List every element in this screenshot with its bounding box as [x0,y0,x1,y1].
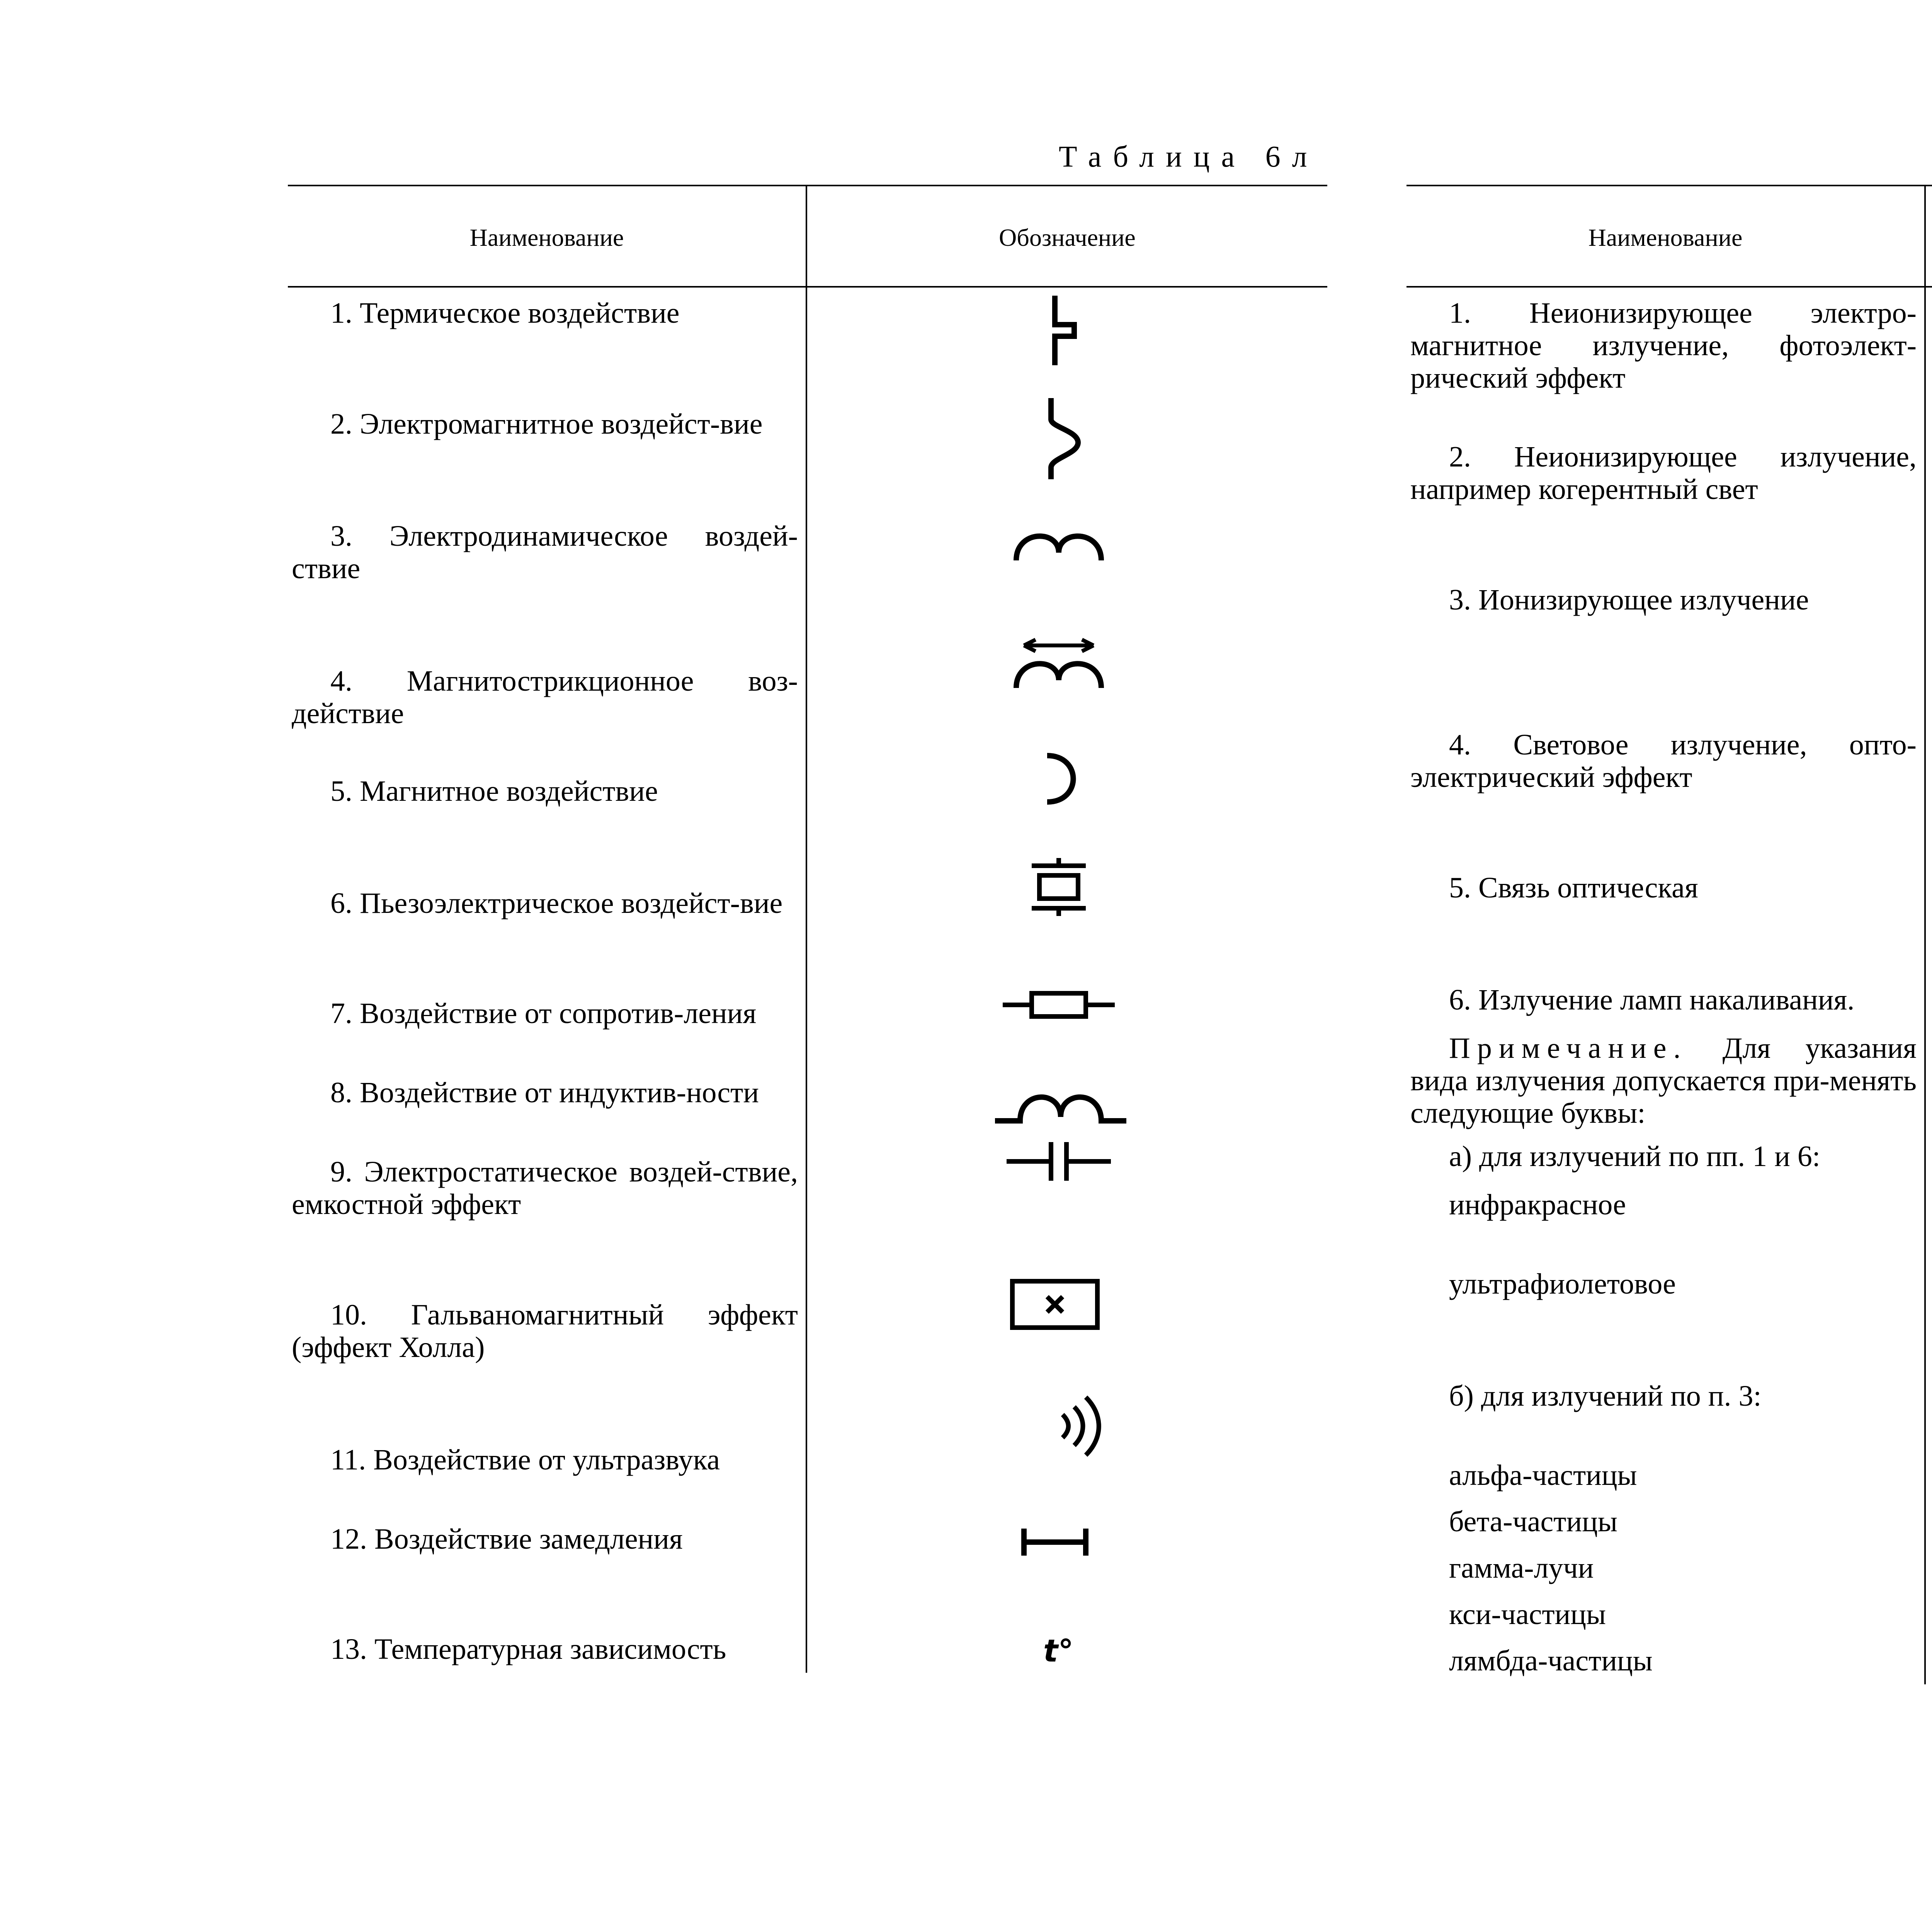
sub-a-heading: а) для излучений по пп. 1 и 6: [1449,1140,1820,1173]
note-heading: Примечание. [1449,1032,1688,1064]
hall-effect-icon [1009,1277,1101,1331]
right-header-symbol [1926,223,1932,252]
sub-b-heading: б) для излучений по п. 3: [1449,1380,1762,1412]
left-row-8-label: 8. Воздействие от индуктив-ности [330,1076,759,1109]
left-row-1-label: 1. Термическое воздействие [330,297,680,329]
right-row-6-label: 6. Излучение ламп накаливания. [1449,984,1855,1016]
left-top-rule [288,185,1327,186]
sub-a-item-uv-label: ультрафиолетовое [1449,1268,1676,1300]
sub-b-item-lambda-label: лямбда-частицы [1449,1645,1653,1677]
left-row-7-label: 7. Воздействие от сопротив-ления [330,997,757,1030]
resistor-icon [1001,987,1117,1022]
right-column-divider [1924,185,1926,1684]
capacitor-icon [1005,1140,1113,1183]
right-row-1-label: 1. Неионизирующее электро-магнитное излучение, фотоэлект-рический эффект [1410,297,1917,394]
right-header-rule [1406,286,1932,288]
piezo-icon [1024,856,1094,918]
left-row-4-label: 4. Магнитострикционное воз-действие [292,665,798,730]
left-row-3-label: 3. Электродинамическое воздей-ствие [292,520,798,585]
electromagnetic-icon [1039,396,1094,481]
temperature-icon: t° [1043,1633,1074,1669]
sub-a-item-ir-label: инфракрасное [1449,1188,1626,1221]
left-row-2-label: 2. Электромагнитное воздейст-вие [330,408,763,440]
right-header-name: Наименование [1588,224,1743,251]
electrodynamic-icon [1012,526,1105,564]
right-row-2-label: 2. Неионизирующее излучение, например когерентный свет [1410,441,1917,506]
left-row-9-label: 9. Электростатическое воздей-ствие, емкостной эффект [292,1156,798,1221]
sub-b-item-beta-label: бета-частицы [1449,1505,1617,1538]
left-row-13-label: 13. Температурная зависимость [330,1633,726,1665]
left-column-divider [806,185,807,1673]
left-row-12-label: 12. Воздействие замедления [330,1523,683,1555]
magnetostriction-icon [1012,634,1105,692]
note-text: Для указания вида излучения допускается при-менять следующие буквы: [1410,1032,1917,1129]
thermal-icon [1043,294,1090,367]
sub-b-item-alpha-label: альфа-частицы [1449,1459,1637,1491]
left-row-6-label: 6. Пьезоэлектрическое воздейст-вие [330,887,783,919]
magnetic-icon [1039,748,1086,810]
delay-icon [1020,1525,1090,1559]
ultrasound-icon [1055,1391,1101,1461]
left-row-5-label: 5. Магнитное воздействие [330,775,658,807]
left-header-rule [288,286,1327,288]
left-table-caption: Таблица 6л [1059,140,1319,173]
note-block [1410,1032,1917,1129]
left-row-10-label: 10. Гальваномагнитный эффект (эффект Холла) [292,1299,798,1364]
left-header-name: Наименование [469,224,624,251]
right-row-5-label: 5. Связь оптическая [1449,872,1698,904]
left-row-11-label: 11. Воздействие от ультразвука [330,1444,720,1476]
left-header-symbol: Обозначение [999,224,1136,251]
sub-b-item-xi-label: кси-частицы [1449,1598,1606,1631]
right-top-rule [1406,185,1932,186]
right-row-4-label: 4. Световое излучение, опто-электрический эффект [1410,729,1917,793]
sub-b-item-gamma-label: гамма-лучи [1449,1552,1594,1584]
right-row-3-label: 3. Ионизирующее излучение [1449,584,1809,616]
inductor-icon [993,1086,1128,1125]
